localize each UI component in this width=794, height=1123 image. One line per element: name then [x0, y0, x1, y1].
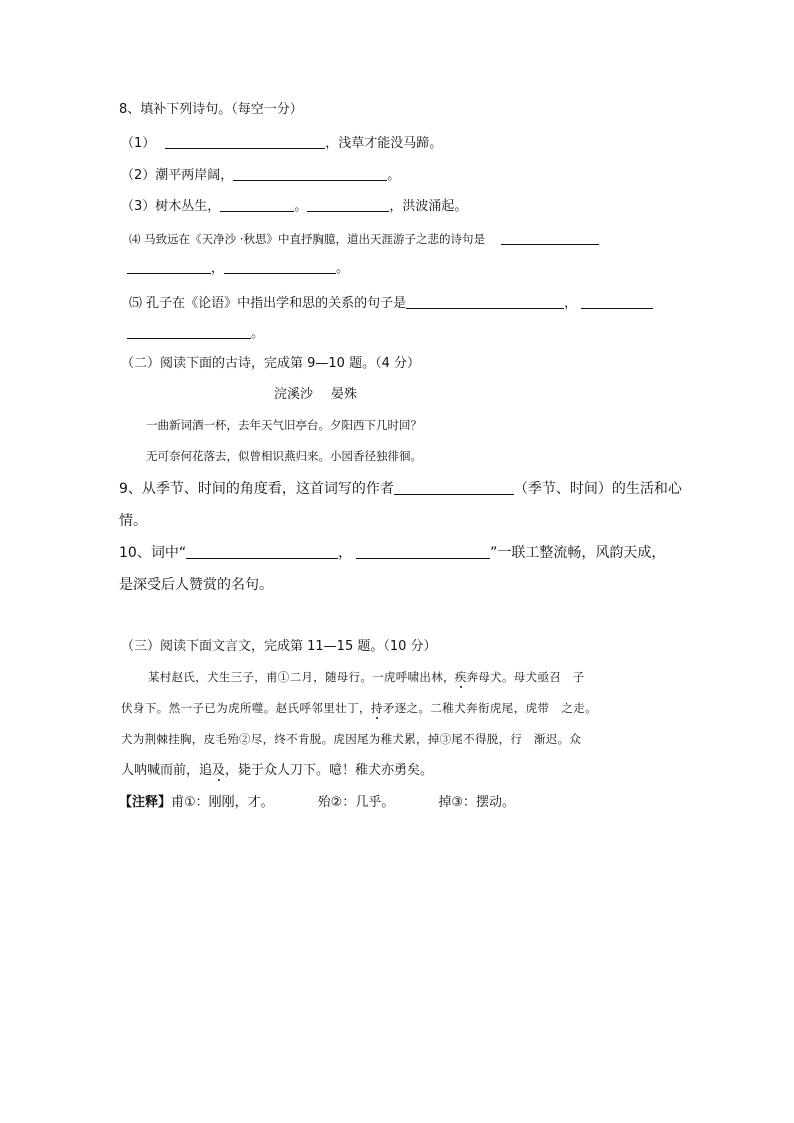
poem-heading [274, 388, 357, 401]
item-number: （2） [121, 168, 156, 183]
answer-blank[interactable] [307, 199, 389, 212]
annotation-notes [119, 796, 515, 809]
item-number: （3） [121, 199, 156, 214]
q8-item-5-blanks [127, 326, 264, 340]
emphasized-char: 及 [212, 763, 226, 778]
answer-blank[interactable] [224, 261, 336, 274]
answer-blank[interactable] [186, 546, 338, 559]
answer-blank[interactable] [501, 232, 599, 245]
q8-item-1 [121, 136, 442, 150]
punctuation: ， [564, 296, 578, 311]
item-number: （1） [121, 136, 156, 151]
emphasized-char: 持 [370, 701, 383, 715]
poem-text: 潮平两岸阔， [155, 168, 234, 183]
text-span: 人呐喊而前，追 [121, 763, 213, 778]
poem-author: 晏殊 [331, 387, 358, 402]
text-span: 奔母犬。母犬亟召 子 [466, 670, 585, 684]
poem-text: ，洪波涌起。 [389, 199, 468, 214]
classical-text-line-1 [148, 672, 585, 684]
question-8-title: 8、填补下列诗句。（每空一分） [119, 102, 303, 117]
question-9 [119, 482, 682, 496]
classical-text-line-2 [121, 703, 597, 715]
punctuation: 。 [387, 168, 401, 183]
text-span: 某村赵氏，犬生三子，甫①二月，随母行。一虎呼啸出林， [148, 670, 455, 684]
section-2-title: （二）阅读下面的古诗，完成第 9—10 题。（4 分） [121, 356, 420, 371]
poem-title: 浣溪沙 [274, 387, 314, 402]
question-text: （季节、时间）的生活和心 [513, 481, 682, 497]
question-9-cont: 情。 [119, 513, 147, 529]
text-span: 矛逐之。二稚犬奔衔虎尾，虎带 之走。 [382, 701, 598, 715]
poem-line-2: 无可奈何花落去，似曾相识燕归来。小园香径独徘徊。 [146, 449, 422, 463]
punctuation: ， [338, 545, 353, 561]
answer-blank[interactable] [356, 546, 490, 559]
punctuation: ， [211, 261, 225, 276]
text-span: 伏身下。然一子已为虎所噬。赵氏呼邻里壮丁， [121, 701, 371, 715]
q8-item-3 [121, 199, 467, 213]
prompt-text: ⑷ 马致远在《天净沙 ·秋思》中直抒胸臆，道出天涯游子之悲的诗句是 [129, 232, 485, 246]
q8-item-4-blanks [127, 261, 349, 275]
question-text: 9、从季节、时间的角度看，这首词写的作者 [119, 481, 394, 497]
punctuation: 。 [336, 261, 350, 276]
question-10 [119, 546, 665, 560]
question-text: ”一联工整流畅，风韵天成， [490, 545, 666, 561]
punctuation: 。 [251, 326, 265, 341]
classical-text-line-3: 犬为荆棘挂胸，皮毛殆②尽，终不肯脱。虎因尾为稚犬累，掉③尾不得脱，行 渐迟。众 [121, 732, 582, 746]
answer-blank[interactable] [406, 296, 564, 309]
notes-label: 【注释】 [119, 795, 172, 810]
poem-line-1: 一曲新词酒一杯，去年天气旧亭台。夕阳西下几时回？ [146, 418, 422, 432]
note-3: 掉③：摆动。 [438, 795, 515, 810]
note-1: 甫①：刚刚，才。 [171, 795, 274, 810]
punctuation: 。 [294, 199, 308, 214]
prompt-text: ⑸ 孔子在《论语》中指出学和思的关系的句子是 [129, 296, 407, 311]
question-10-cont: 是深受后人赞赏的名句。 [119, 577, 273, 593]
answer-blank[interactable] [220, 199, 294, 212]
classical-text-line-4 [121, 764, 433, 777]
text-span: ，毙于众人刀下。噫！稚犬亦勇矣。 [225, 763, 434, 778]
answer-blank[interactable] [165, 136, 325, 149]
question-text: 10、词中“ [119, 545, 187, 561]
section-3-title: （三）阅读下面文言文，完成第 11—15 题。（10 分） [121, 639, 437, 654]
answer-blank[interactable] [581, 296, 653, 309]
q8-item-5-prompt [129, 296, 653, 310]
q8-item-4-prompt [129, 232, 599, 246]
note-2: 殆②：几乎。 [317, 795, 395, 810]
poem-text: ，浅草才能没马蹄。 [325, 136, 443, 151]
answer-blank[interactable] [127, 261, 211, 274]
q8-item-2 [121, 168, 400, 182]
emphasized-char: 疾 [454, 670, 467, 684]
answer-blank[interactable] [233, 168, 387, 181]
answer-blank[interactable] [127, 326, 251, 339]
poem-text: 树木丛生， [155, 199, 221, 214]
answer-blank[interactable] [394, 482, 514, 495]
